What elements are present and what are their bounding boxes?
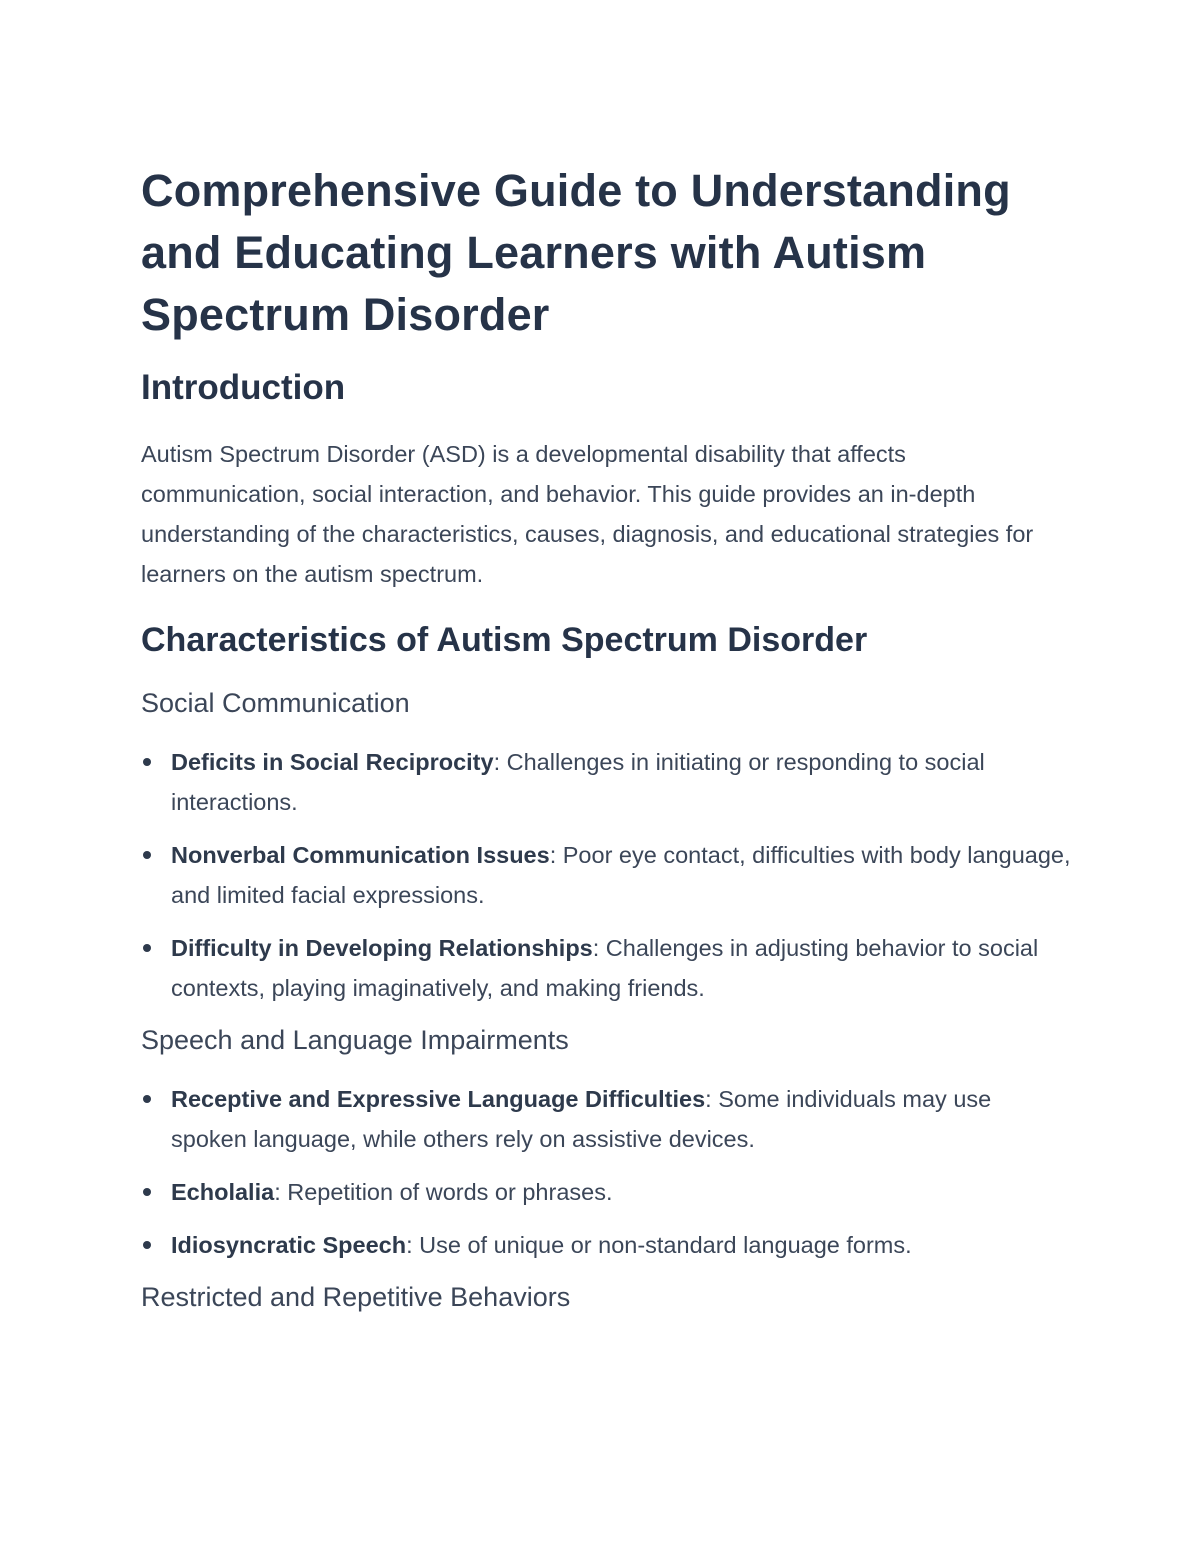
restricted-behaviors-heading: Restricted and Repetitive Behaviors — [141, 1282, 571, 1312]
list-item — [141, 1079, 1071, 1159]
document-title: Comprehensive Guide to Understanding and Educating Learners with Autism Spectrum Disorder — [141, 165, 1011, 340]
social-communication-heading: Social Communication — [141, 688, 410, 718]
document-page — [141, 160, 1071, 1316]
list-item — [141, 1172, 1071, 1212]
list-item-term: Difficulty in Developing Relationships — [171, 935, 593, 961]
bullet-icon — [143, 1095, 151, 1103]
speech-language-list — [141, 1079, 1071, 1265]
list-item — [141, 742, 1071, 822]
social-communication-list — [141, 742, 1071, 1008]
list-item-term: Deficits in Social Reciprocity — [171, 749, 494, 775]
list-item — [141, 1225, 1071, 1265]
list-item-term: Idiosyncratic Speech — [171, 1232, 407, 1258]
list-item-description: : Challenges in adjusting behavior to social contexts, playing imaginatively, and making friends. — [171, 935, 1039, 1001]
list-item-description: : Poor eye contact, difficulties with body language, and limited facial expressions. — [171, 842, 1071, 908]
list-item-term: Echolalia — [171, 1179, 275, 1205]
characteristics-heading: Characteristics of Autism Spectrum Disorder — [141, 621, 868, 659]
list-item-term: Nonverbal Communication Issues — [171, 842, 550, 868]
list-item-term: Receptive and Expressive Language Difficulties — [171, 1086, 706, 1112]
list-item — [141, 835, 1071, 915]
bullet-icon — [143, 1188, 151, 1196]
introduction-heading: Introduction — [141, 368, 346, 407]
introduction-paragraph: Autism Spectrum Disorder (ASD) is a developmental disability that affects communication, social interaction, and behavior. This guide provides an in-depth understanding of the characteristics, causes, diagnosis, and educational strategies for learners on the autism spectrum. — [141, 441, 1034, 587]
bullet-icon — [143, 1241, 151, 1249]
list-item — [141, 928, 1071, 1008]
list-item-description: : Use of unique or non-standard language forms. — [406, 1232, 912, 1258]
bullet-icon — [143, 851, 151, 859]
list-item-description: : Challenges in initiating or responding to social interactions. — [171, 749, 985, 815]
speech-language-heading: Speech and Language Impairments — [141, 1025, 569, 1055]
bullet-icon — [143, 944, 151, 952]
bullet-icon — [143, 758, 151, 766]
list-item-description: : Repetition of words or phrases. — [274, 1179, 613, 1205]
list-item-description: : Some individuals may use spoken language, while others rely on assistive devices. — [171, 1086, 992, 1152]
